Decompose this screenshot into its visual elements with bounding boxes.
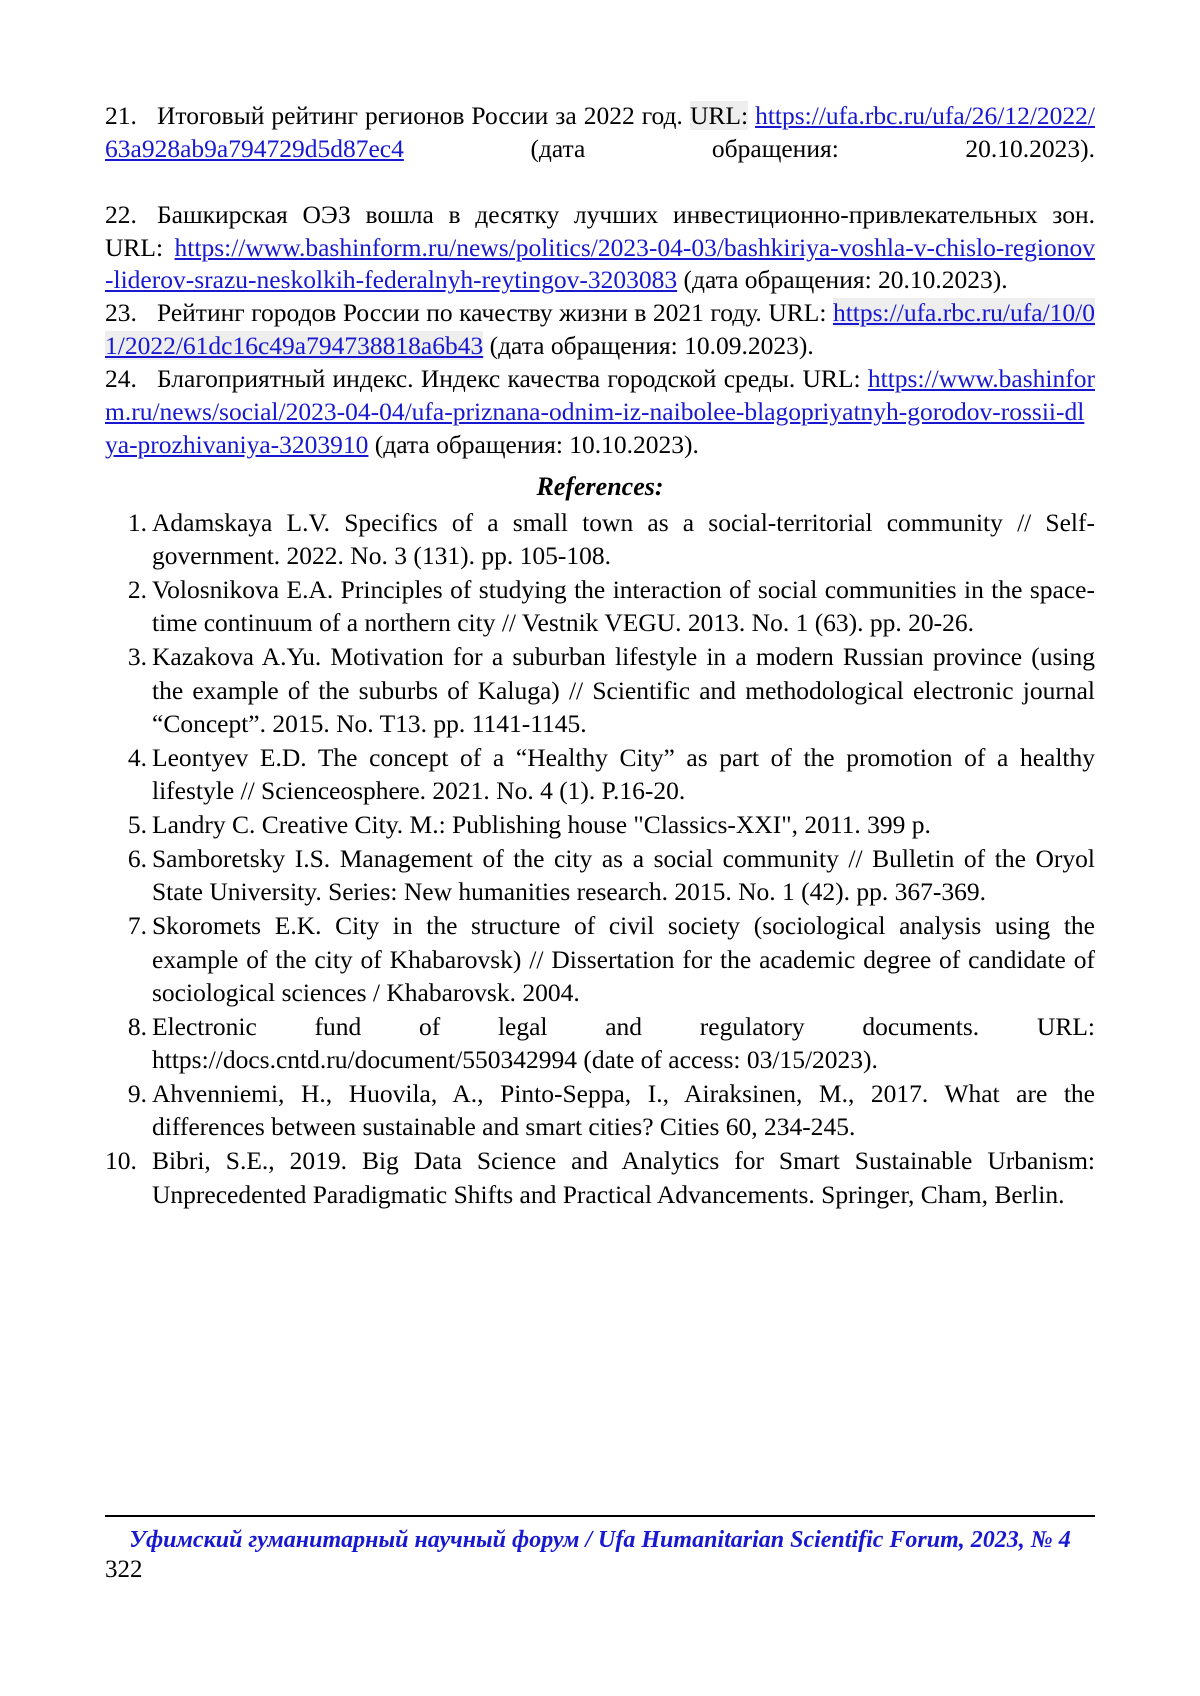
source-text-after: (дата обращения: 10.09.2023). (489, 331, 814, 361)
reference-item (105, 573, 1095, 639)
reference-text: Leontyev E.D. The concept of a “Healthy City” as part of the promotion of a healthy lifestyle // Scienceosphere. 2021. No. 4 (1). P.16-20. (152, 742, 1095, 805)
reference-number: 6. (127, 844, 147, 874)
reference-text: Skoromets E.K. City in the structure of civil society (sociological analysis using the example of the city of Khabarovsk) // Dissertation for the academic degree of candidate of sociological sciences / Khabarovsk. 2004. (152, 911, 1095, 1007)
source-link[interactable]: https://ufa.rbc.ru/ufa/26/12/2022/63a928ab9a794729d5d87ec4 (105, 101, 1096, 163)
reference-text: Electronic fund of legal and regulatory documents. URL: https://docs.cntd.ru/document/550342994 (date of access: 03/15/2023). (152, 1011, 1095, 1075)
reference-number: 9. (127, 1079, 147, 1109)
reference-number: 5. (127, 810, 147, 840)
source-text-before: Башкирская ОЭЗ вошла в десятку лучших инвестиционно-привлекательных зон. (157, 199, 1095, 229)
reference-item (105, 808, 1095, 841)
references-heading: References: (536, 471, 664, 501)
reference-item (105, 741, 1095, 807)
reference-number: 8. (127, 1011, 147, 1041)
reference-item (105, 640, 1095, 739)
reference-number: 2. (127, 575, 147, 605)
source-item-21 (105, 100, 1095, 199)
reference-number: 7. (127, 911, 147, 941)
source-number: 23. (105, 298, 137, 328)
sources-list (105, 100, 1095, 462)
reference-text: Adamskaya L.V. Specifics of a small town as a social-territorial community // Self-government. 2022. No. 3 (131). pp. 105-108. (152, 507, 1095, 570)
source-link[interactable]: https://ufa.rbc.ru/ufa/10/01/2022/61dc16c49a794738818a6b43 (105, 298, 1095, 361)
reference-number: 1. (127, 507, 147, 537)
source-url-label: URL: (105, 232, 164, 262)
source-number: 21. (105, 101, 137, 130)
source-link[interactable]: https://www.bashinform.ru/news/politics/2023-04-03/bashkiriya-voshla-v-chislo-regionov-liderov-srazu-neskolkih-federalnyh-reytingov-3203083 (105, 232, 1095, 295)
page-footer (105, 1515, 1095, 1584)
source-item-23 (105, 297, 1095, 363)
reference-text: Landry C. Creative City. M.: Publishing house "Classics-XXI", 2011. 399 p. (152, 810, 931, 840)
reference-item (105, 842, 1095, 908)
reference-number: 3. (127, 642, 147, 672)
reference-text: Volosnikova E.A. Principles of studying the interaction of social communities in the space-time continuum of a northern city // Vestnik VEGU. 2013. No. 1 (63). pp. 20-26. (152, 575, 1095, 638)
reference-number: 4. (127, 742, 147, 772)
source-text-before: Рейтинг городов России по качеству жизни в 2021 году. (157, 298, 762, 328)
source-url-label: URL: (689, 101, 749, 130)
source-item-24 (105, 363, 1095, 462)
source-url-label: URL: (802, 364, 861, 394)
source-text-after: (дата обращения: 10.10.2023). (374, 429, 699, 459)
source-link[interactable]: https://www.bashinform.ru/news/social/2023-04-04/ufa-priznana-odnim-iz-naibolee-blagopriyatnyh-gorodov-rossii-dlya-prozhivaniya-3203910 (105, 364, 1095, 459)
reference-text: Ahvenniemi, H., Huovila, A., Pinto-Seppa, I., Airaksinen, M., 2017. What are the differences between sustainable and smart cities? Cities 60, 234-245. (152, 1079, 1095, 1142)
footer-divider (105, 1515, 1095, 1517)
source-text-after: (дата обращения: 20.10.2023). (530, 133, 1095, 163)
source-text-after: (дата обращения: 20.10.2023). (683, 265, 1008, 295)
reference-item (105, 1010, 1095, 1076)
reference-item (105, 1144, 1095, 1210)
source-number: 24. (105, 364, 137, 394)
reference-text: Samboretsky I.S. Management of the city as a social community // Bulletin of the Oryol State University. Series: New humanities research. 2015. No. 1 (42). pp. 367-369. (152, 844, 1095, 907)
reference-text: Bibri, S.E., 2019. Big Data Science and Analytics for Smart Sustainable Urbanism: Unprecedented Paradigmatic Shifts and Practical Advancements. Springer, Cham, Berlin. (152, 1146, 1095, 1209)
reference-item (105, 506, 1095, 572)
source-url-label: URL: (768, 298, 827, 328)
source-text-before: Благоприятный индекс. Индекс качества городской среды. (157, 364, 796, 394)
source-item-22 (105, 199, 1095, 298)
reference-item (105, 1077, 1095, 1143)
journal-title: Уфимский гуманитарный научный форум / Ufa Humanitarian Scientific Forum, 2023, № 4 (129, 1527, 1071, 1553)
references-list (105, 506, 1095, 1211)
reference-item (105, 909, 1095, 1008)
source-number: 22. (105, 199, 137, 229)
reference-number: 10. (105, 1146, 137, 1176)
page-number: 322 (105, 1556, 143, 1583)
reference-text: Kazakova A.Yu. Motivation for a suburban lifestyle in a modern Russian province (using the example of the suburbs of Kaluga) // Scientific and methodological electronic journal “Concept”. 2015. No. T13. pp. 1141-1145. (152, 642, 1095, 738)
source-text-before: Итоговый рейтинг регионов России за 2022 год. (157, 101, 683, 130)
